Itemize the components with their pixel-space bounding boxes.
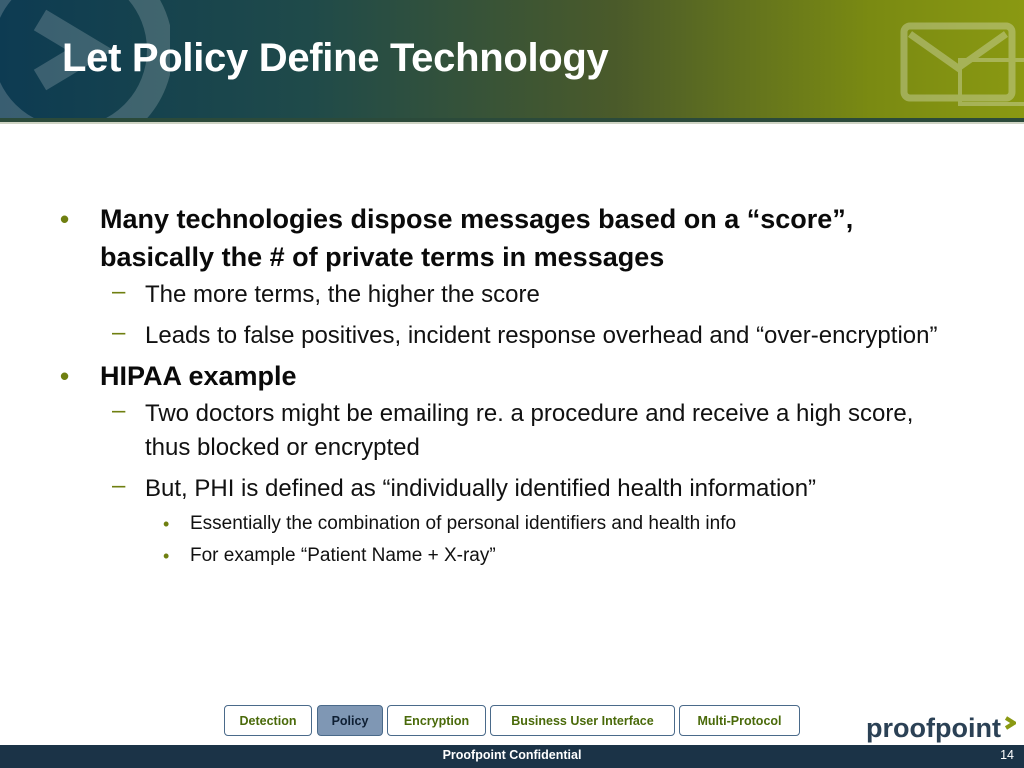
bullet-text: But, PHI is defined as “individually identified health information” <box>145 475 817 502</box>
bullet-level-1 <box>0 200 960 276</box>
envelope-watermark-icon <box>900 16 1024 108</box>
tab-policy[interactable]: Policy <box>317 705 383 736</box>
slide-header <box>0 0 1024 122</box>
header-divider-light <box>0 122 1024 124</box>
bullet-level-3 <box>0 510 900 538</box>
dash-icon: – <box>112 397 126 424</box>
tab-encryption[interactable]: Encryption <box>387 705 486 736</box>
chevron-right-icon <box>1006 718 1014 728</box>
bullet-text: Essentially the combination of personal identifiers and health info <box>190 513 737 534</box>
bullet-dot-icon: • <box>163 514 170 534</box>
bullet-text: Many technologies dispose messages based on a “score”, basically the # of private terms in messages <box>100 204 854 272</box>
bullet-text: Leads to false positives, incident response overhead and “over-encryption” <box>145 322 938 349</box>
bullet-text: Two doctors might be emailing re. a procedure and receive a high score, thus blocked or encrypted <box>145 400 914 461</box>
proofpoint-logo <box>866 710 1016 746</box>
bullet-level-3 <box>0 542 900 570</box>
tab-detection[interactable]: Detection <box>224 705 312 736</box>
bullet-text: HIPAA example <box>100 361 297 391</box>
bullet-level-2 <box>0 278 960 312</box>
slide-footer <box>0 745 1024 768</box>
brand-logo-text: proofpoint <box>866 713 1001 743</box>
bullet-level-2 <box>0 472 960 506</box>
slide-body <box>0 200 1024 570</box>
bullet-level-2 <box>0 397 930 465</box>
bullet-level-2 <box>0 319 960 353</box>
page-number: 14 <box>1000 748 1014 762</box>
bullet-text: For example “Patient Name + X-ray” <box>190 545 496 566</box>
bullet-dot-icon: • <box>60 361 70 391</box>
bullet-dot-icon: • <box>163 546 170 566</box>
dash-icon: – <box>112 472 126 499</box>
dash-icon: – <box>112 319 126 346</box>
bullet-level-1 <box>0 357 960 395</box>
dash-icon: – <box>112 278 126 305</box>
tab-multi-protocol[interactable]: Multi-Protocol <box>679 705 800 736</box>
bullet-text: The more terms, the higher the score <box>145 281 540 308</box>
slide-title: Let Policy Define Technology <box>62 36 609 80</box>
bullet-dot-icon: • <box>60 204 70 234</box>
tab-business-user-interface[interactable]: Business User Interface <box>490 705 675 736</box>
confidential-label: Proofpoint Confidential <box>442 748 582 762</box>
